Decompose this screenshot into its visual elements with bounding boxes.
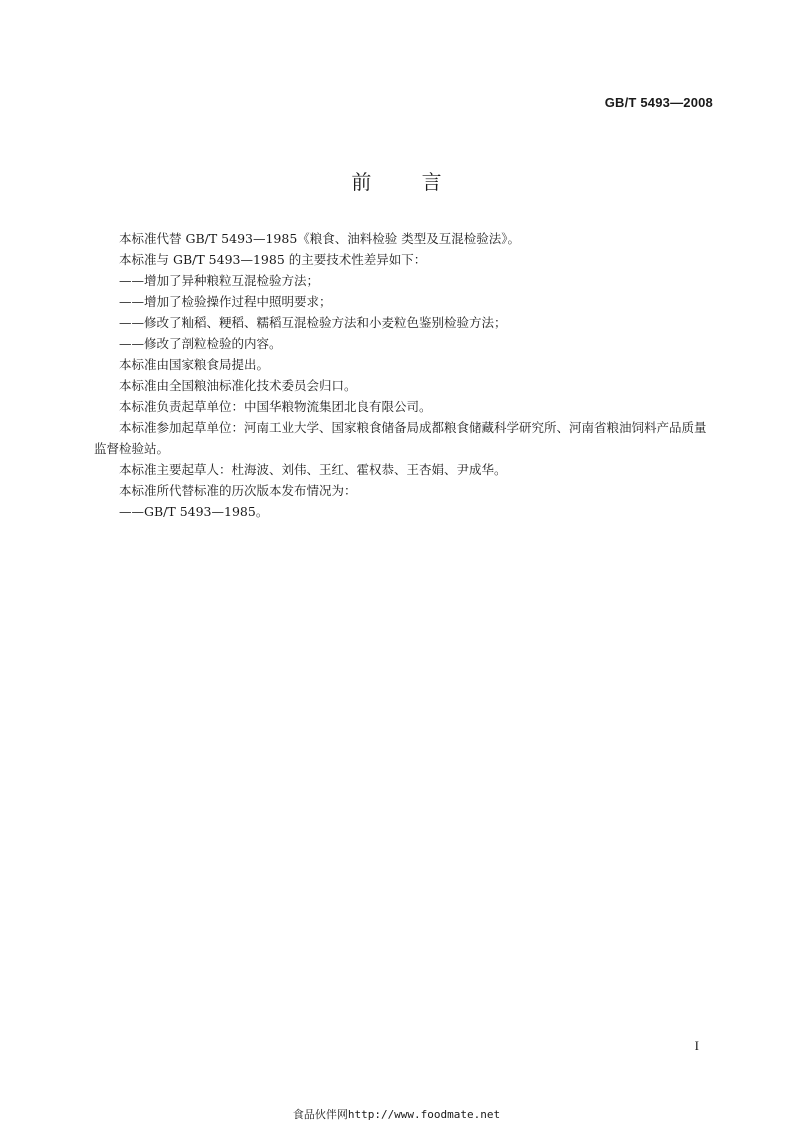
list-item: ——增加了检验操作过程中照明要求； [119,294,332,309]
paragraph: 本标准由全国粮油标准化技术委员会归口。 [119,378,357,393]
paragraph: 本标准主要起草人：杜海波、刘伟、王红、霍权恭、王杏娟、尹成华。 [119,462,507,477]
paragraph: 本标准负责起草单位：中国华粮物流集团北良有限公司。 [119,399,432,414]
list-item: ——修改了籼稻、粳稻、糯稻互混检验方法和小麦粒色鉴别检验方法； [119,315,507,330]
list-item: ——GB/T 5493—1985。 [119,504,269,519]
list-item: ——增加了异种粮粒互混检验方法； [119,273,320,288]
page-number: I [694,1038,699,1053]
paragraph: 本标准所代替标准的历次版本发布情况为： [119,483,357,498]
paragraph: 本标准与 GB/T 5493—1985 的主要技术性差异如下： [119,252,427,267]
paragraph: 本标准代替 GB/T 5493—1985《粮食、油料检验 类型及互混检验法》。 [119,231,521,246]
paragraph: 本标准参加起草单位：河南工业大学、国家粮食储备局成都粮食储藏科学研究所、河南省粮油饲料产品质量监督检验站。 [94,420,707,456]
page-title: 前 言 [351,170,464,194]
foreword-body [94,228,714,522]
standard-number: GB/T 5493—2008 [604,95,713,110]
list-item: ——修改了剖粒检验的内容。 [119,336,282,351]
footer-watermark: 食品伙伴网http://www.foodmate.net [292,1108,501,1121]
paragraph: 本标准由国家粮食局提出。 [119,357,270,372]
